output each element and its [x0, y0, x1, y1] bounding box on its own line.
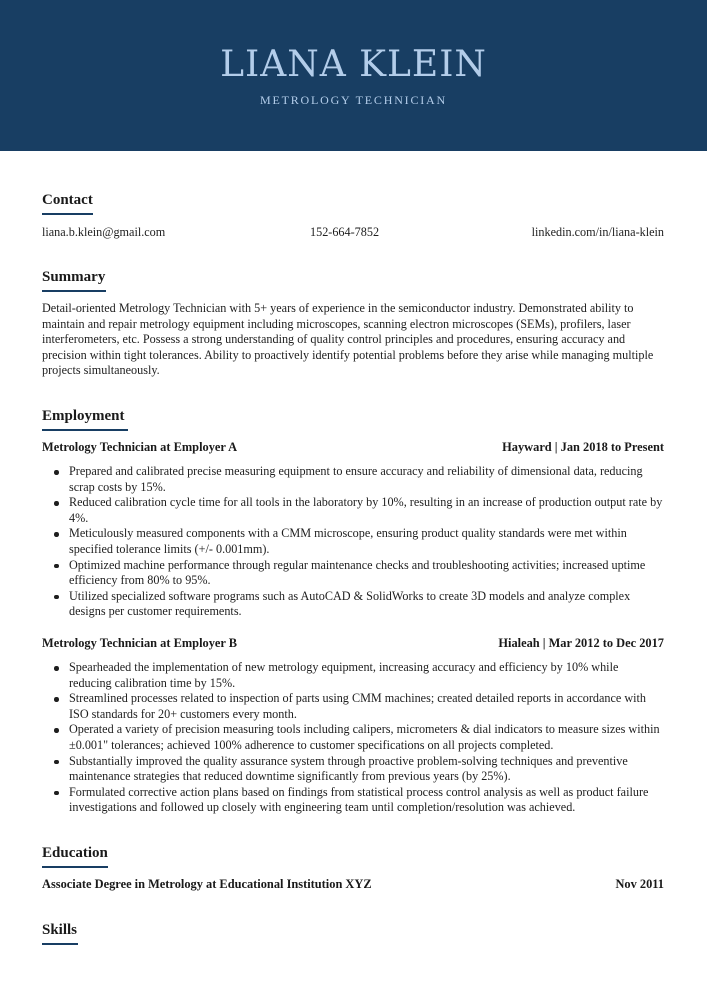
contact-phone[interactable]: 152-664-7852	[310, 225, 380, 239]
summary-heading: Summary	[42, 269, 106, 285]
education-entry	[42, 877, 664, 893]
contact-heading: Contact	[42, 192, 93, 208]
list-item: Prepared and calibrated precise measuring equipment to ensure accuracy and reliability of dimensional data, reducing scrap costs by 15%.	[69, 464, 664, 495]
list-item: Optimized machine performance through regular maintenance checks and troubleshooting activities; increased uptime efficiency from 80% to 95%.	[69, 558, 664, 589]
candidate-title: METROLOGY TECHNICIAN	[260, 93, 447, 107]
candidate-name: LIANA KLEIN	[220, 44, 487, 85]
contact-underline	[42, 213, 93, 215]
education-underline	[42, 866, 108, 868]
employment-underline	[42, 429, 128, 431]
contact-row	[42, 225, 664, 241]
list-item: Operated a variety of precision measuring tools including calipers, micrometers & dial indicators to measure sizes within ±0.001" tolerances; achieved 100% adherence to customer specifications on all projects completed.	[69, 722, 664, 753]
job-title: Metrology Technician at Employer B	[42, 636, 238, 650]
list-item: Reduced calibration cycle time for all tools in the laboratory by 10%, resulting in an increase of production output rate by 4%.	[69, 495, 663, 525]
job-bullets	[69, 464, 664, 620]
employment-heading: Employment	[42, 408, 125, 424]
job-title: Metrology Technician at Employer A	[42, 440, 238, 454]
contact-linkedin[interactable]: linkedin.com/in/liana-klein	[531, 225, 664, 239]
skills-underline	[42, 943, 78, 945]
education-heading: Education	[42, 845, 108, 861]
job-header	[42, 440, 664, 456]
list-item: Formulated corrective action plans based on findings from statistical process control analysis as well as product failure investigations and followed up closely with engineering team until completion/resolution was achieved.	[69, 785, 664, 816]
list-item: Spearheaded the implementation of new metrology equipment, increasing accuracy and efficiency by 10% while reducing calibration time by 15%.	[69, 660, 664, 691]
education-degree: Associate Degree in Metrology at Educational Institution XYZ	[42, 877, 372, 891]
contact-email[interactable]: liana.b.klein@gmail.com	[42, 225, 166, 239]
skills-heading: Skills	[42, 922, 78, 938]
job-bullets	[69, 660, 664, 816]
list-item: Utilized specialized software programs such as AutoCAD & SolidWorks to create 3D models and analyze complex designs per customer requirements.	[69, 589, 664, 620]
resume-header	[0, 0, 707, 151]
job-header	[42, 636, 664, 652]
education-date: Nov 2011	[615, 877, 664, 891]
job-meta: Hayward | Jan 2018 to Present	[502, 440, 664, 454]
list-item: Meticulously measured components with a CMM microscope, ensuring product quality standards were met within specified tolerance limits (+/- 0.001mm).	[69, 526, 664, 557]
list-item: Streamlined processes related to inspection of parts using CMM machines; created detailed reports in accordance with ISO standards for 20+ customers every month.	[69, 691, 664, 722]
summary-underline	[42, 290, 106, 292]
summary-text: Detail-oriented Metrology Technician with 5+ years of experience in the semiconductor industry. Demonstrated ability to maintain and repair metrology equipment including microscopes, scanning electron microscopes (SEMs), profilers, laser interferometers, etc. Possess a strong understanding of quality control principles and procedures, ensuring accuracy and precision within tight tolerances. Ability to proactively identify potential problems before they arise while managing multiple projects simultaneously.	[42, 301, 654, 378]
list-item: Substantially improved the quality assurance system through proactive problem-solving techniques and preventive maintenance strategies that reduced downtime significantly from previous years (by 25%).	[69, 754, 664, 785]
job-meta: Hialeah | Mar 2012 to Dec 2017	[498, 636, 664, 650]
